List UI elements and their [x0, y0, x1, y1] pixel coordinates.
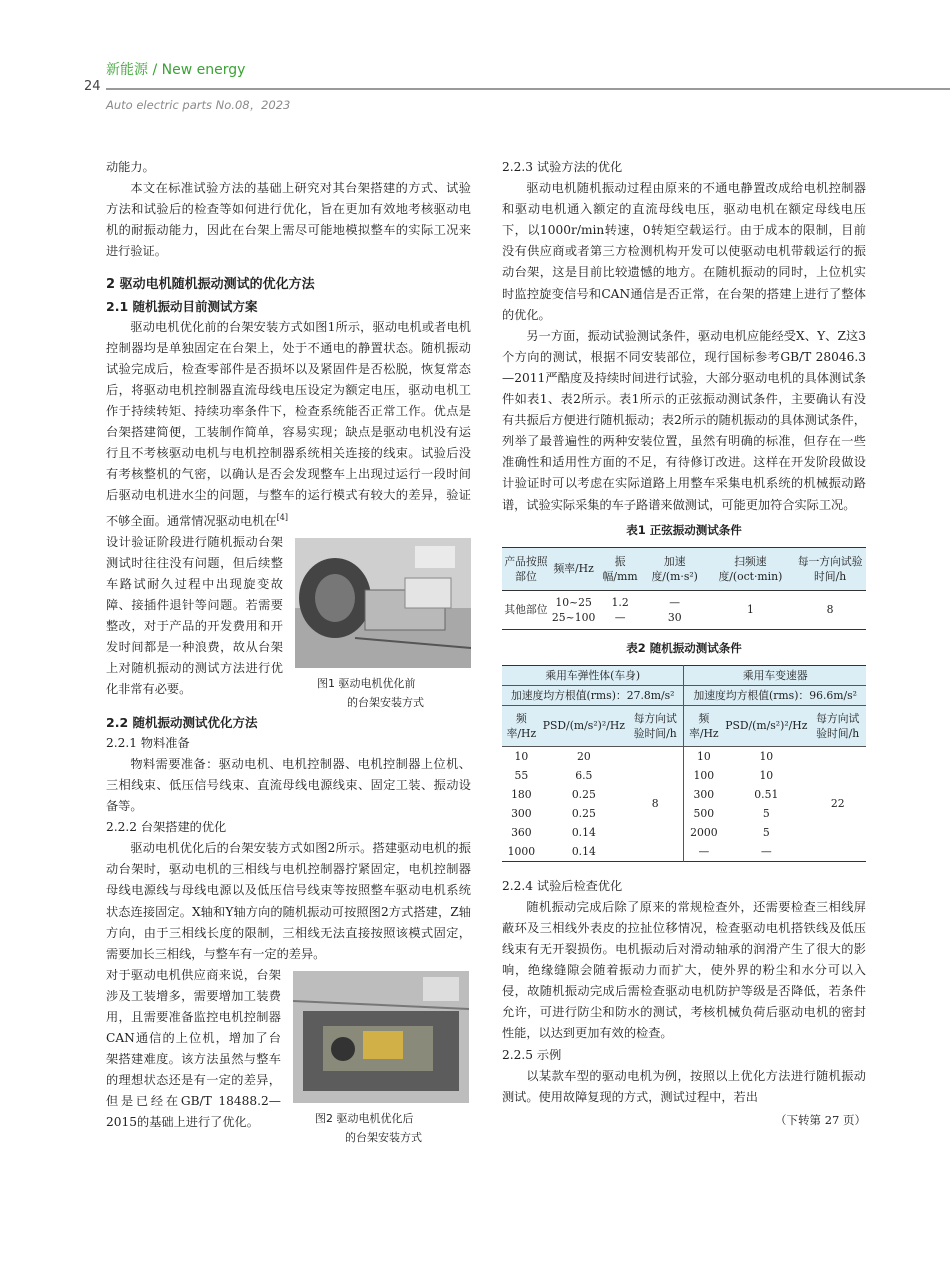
header-rule [106, 88, 950, 90]
intro-continuation: 动能力。 [106, 160, 155, 174]
t2-a-freq: 300 [511, 806, 532, 820]
t2-rms-b: 加速度均方根值(rms)：96.6m/s² [684, 685, 866, 705]
t2-a-time: 8 [651, 797, 659, 811]
t1-freq-2: 25~100 [551, 610, 596, 624]
t2-group-b: 乘用车变速器 [684, 665, 866, 685]
t1-part: 其他部位 [504, 603, 548, 617]
section-2-1-wrap-text: 设计验证阶段进行随机振动台架测试时往往没有问题，但后续整车路试耐久过程中出现旋变故障、接插件退针等问题。若需要整改，对于产品的开发费用和开发时间都是一种浪费，故从台架上对随机振动的测试方法进行优化非常有必要。 [106, 534, 283, 697]
section-2-2-2-wrap-text: 对于驱动电机供应商来说，台架涉及工装增多，需要增加工装费用，且需要准备监控电机控制器CAN通信的上位机，增加了台架搭建难度。该方法虽然与整车的理想状态还是有一定的差异，但是已经在GB/T 18488.2—2015的基础上进行了优化。 [106, 967, 281, 1130]
t2-group-a: 乘用车弹性体(车身) [502, 665, 684, 685]
t2-b-time: 22 [830, 797, 845, 811]
t1-acc [643, 590, 707, 629]
t1-freq-1: 10~25 [555, 595, 592, 609]
t2-col-time-a: 每方向试验时间/h [627, 705, 684, 746]
t1-header-sweep: 扫频速度/(oct·min) [707, 547, 795, 590]
journal-issue: Auto electric parts No.08，2023 [106, 98, 291, 112]
t2-col-time-b: 每方向试验时间/h [809, 705, 866, 746]
t2-b-freq: — [684, 842, 723, 862]
table-row [502, 590, 866, 629]
t2-b-psd: 5 [762, 806, 770, 820]
figure-1-caption [291, 674, 471, 712]
section-2-heading: 2 驱动电机随机振动测试的优化方法 [106, 277, 315, 293]
figure-2-wrap [106, 965, 471, 1147]
t2-a-freq: 180 [511, 787, 532, 801]
left-column [106, 157, 471, 1147]
section-2-2-5-heading: 2.2.5 示例 [502, 1047, 562, 1062]
table-1 [502, 547, 866, 630]
table-2 [502, 665, 866, 862]
t2-b-freq: 300 [684, 785, 723, 804]
t1-amp-1: 1.2 [611, 595, 629, 609]
t1-header-amp: 振幅/mm [597, 547, 643, 590]
section-2-2-1-heading: 2.2.1 物料准备 [106, 735, 190, 750]
t1-freq [550, 590, 597, 629]
continued-note: （下转第 27 页） [775, 1112, 866, 1127]
t1-header-part: 产品按照部位 [502, 547, 550, 590]
section-2-2-3-heading: 2.2.3 试验方法的优化 [502, 160, 623, 174]
citation-ref: [4] [276, 512, 288, 522]
section-2-2-4-heading: 2.2.4 试验后检查优化 [502, 878, 623, 893]
t2-a-psd: 0.25 [571, 806, 596, 820]
t1-amp [597, 590, 643, 629]
figure-1-photo [295, 538, 471, 668]
figure-2-caption-line-2: 的台架安装方式 [345, 1130, 422, 1144]
t2-col-psd-a: PSD/(m/s²)²/Hz [541, 705, 627, 746]
t2-a-freq: 55 [514, 768, 529, 782]
figure-2 [289, 965, 471, 1147]
t2-a-freq: 360 [511, 825, 532, 839]
t1-acc-2: 30 [667, 610, 682, 624]
figure-1-wrap [106, 532, 471, 712]
t2-b-psd: 5 [762, 825, 770, 839]
section-2-1-text: 驱动电机优化前的台架安装方式如图1所示，驱动电机或者电机控制器均是单独固定在台架上，处于不通电的静置状态。随机振动试验完成后，检查零部件是否损坏以及紧固件是否松脱，恢复常态后，将驱动电机控制器直流母线电压设定为额定电压，驱动电机工作于持续转矩、持续功率条件下，检查系统能否正常工作。优点是台架搭建简便，工装制作简单，容易实现；缺点是驱动电机没有运行且不考核驱动电机与电机控制器系统相关连接的线束。试验后没有考核整机的气密，以确认是否会发现整车上出现过运行一段时间后驱动电机进水尘的问题，与整车的运行模式有较大的差异，验证不够全面。通常情况驱动电机在 [106, 319, 471, 528]
t2-b-psd: 10 [759, 768, 774, 782]
t2-a-psd: 6.5 [575, 768, 593, 782]
section-2-2-2-heading: 2.2.2 台架搭建的优化 [106, 820, 227, 835]
section-2-1-heading: 2.1 随机振动目前测试方案 [106, 298, 258, 314]
t2-a-psd: 20 [576, 749, 591, 763]
table-2-caption: 表2 随机振动测试条件 [626, 640, 742, 655]
t2-a-psd: 0.25 [571, 787, 596, 801]
section-2-2-4-paragraph: 随机振动完成后除了原来的常规检查外，还需要检查三相线屏蔽环及三相线外表皮的拉扯位移情况，检查驱动电机搭铁线及低压线束有无开裂损伤。电机振动后对滑动轴承的润滑产生了很大的影响，绝缘缝隙会随着振动力而扩大，使外界的粉尘和水分可以入侵，故随机振动完成后需检查驱动电机防护等级是否降低，若条件允许，可进行防尘和防水的测试，考核机械负荷后驱动电机的密封性能，以达到更加有效的检查。 [502, 899, 866, 1041]
t2-a-freq: 1000 [507, 844, 536, 858]
table-1-caption: 表1 正弦振动测试条件 [626, 522, 742, 537]
section-2-2-heading: 2.2 随机振动测试优化方法 [106, 714, 258, 730]
t2-b-freq: 500 [684, 804, 723, 823]
figure-2-caption [289, 1109, 471, 1147]
t1-acc-1: — [669, 595, 681, 609]
page-number: 24 [84, 79, 101, 94]
section-2-2-3-paragraph-1: 驱动电机随机振动过程由原来的不通电静置改成给电机控制器和驱动电机通入额定的直流母线电压，驱动电机在额定母线电压下，以1000r/min转速，0转矩空载运行。由于成本的限制，目前没有供应商或者第三方检测机构开发可以使驱动电机带载运行的振动台架，这是目前比较遗憾的地方。在随机振动的同时，上位机实时监控旋变信号和CAN通信是否正常，在台架的搭建上进行了整体的优化。 [502, 181, 866, 322]
t1-amp-2: — [614, 610, 626, 624]
section-2-2-2-paragraph: 驱动电机优化后的台架安装方式如图2所示。搭建驱动电机的振动台架时，驱动电机的三相线与电机控制器拧紧固定，电机控制器母线电源线与母线电源以及低压信号线束等按照整车驱动电机系统状态连接固定。X轴和Y轴方向的随机振动可按照图2方式搭建，Z轴方向，由于三相线长度的限制，三相线无法直接按照该模式固定，需要加长三相线，与整车有一定的差异。 [106, 841, 471, 961]
figure-1-caption-line-2: 的台架安装方式 [347, 695, 424, 709]
t2-b-psd: 0.51 [754, 787, 779, 801]
t2-b-freq: 100 [684, 766, 723, 785]
t2-rms-a: 加速度均方根值(rms)：27.8m/s² [502, 685, 684, 705]
section-2-2-5-paragraph: 以某款车型的驱动电机为例，按照以上优化方法进行随机振动测试。使用故障复现的方式，测试过程中，若出 [502, 1068, 866, 1104]
t2-a-psd: 0.14 [571, 844, 596, 858]
section-title: 新能源 / New energy [106, 62, 246, 78]
t2-b-psd: — [760, 844, 772, 858]
t2-b-freq: 10 [684, 746, 723, 766]
optimized-rig-illustration [293, 971, 469, 1103]
t2-col-freq-b: 频率/Hz [684, 705, 723, 746]
t1-header-time: 每一方向试验时间/h [794, 547, 866, 590]
figure-2-photo [293, 971, 469, 1103]
t2-b-freq: 2000 [684, 823, 723, 842]
t1-sweep: 1 [746, 603, 754, 617]
t2-b-psd: 10 [759, 749, 774, 763]
t2-a-freq: 10 [514, 749, 529, 763]
right-column [502, 157, 866, 1131]
section-2-2-1-paragraph: 物料需要准备：驱动电机、电机控制器、电机控制器上位机、三相线束、低压信号线束、直流母线电源线束、固定工装、振动设备等。 [106, 756, 471, 814]
figure-1-caption-line-1: 图1 驱动电机优化前 [317, 676, 416, 690]
t2-col-psd-b: PSD/(m/s²)²/Hz [723, 705, 809, 746]
figure-2-caption-line-1: 图2 驱动电机优化后 [315, 1111, 414, 1125]
t1-header-freq: 频率/Hz [550, 547, 597, 590]
section-2-2-3-paragraph-2: 另一方面，振动试验测试条件，驱动电机应能经受X、Y、Z这3个方向的测试，根据不同安装部位，现行国标参考GB/T 28046.3—2011严酷度及持续时间进行试验，大部分驱动电机的具体测试条件如表1、表2所示。表1所示的正弦振动测试条件，主要确认有没有共振后方便进行随机振动；表2所示的随机振动的具体测试条件，列举了最普遍性的两种安装位置，虽然有明确的标准，但存在一些准确性和适用性方面的不足，有待修订改进。这样在开发阶段做设计验证时可以考虑在实际道路上用整车采集电机系统的机械振动路谱，试验实际采集的车子路谱来做测试，可能更加符合实际工况。 [502, 328, 866, 512]
section-2-1-paragraph [106, 317, 471, 532]
t1-header-acc: 加速度/(m·s²) [643, 547, 707, 590]
t2-a-psd: 0.14 [571, 825, 596, 839]
vibration-rig-illustration [295, 538, 471, 668]
t2-col-freq-a: 频率/Hz [502, 705, 541, 746]
table-row [502, 746, 866, 766]
intro-paragraph: 本文在标准试验方法的基础上研究对其台架搭建的方式、试验方法和试验后的检查等如何进行优化，旨在更加有效地考核驱动电机的耐振动能力，因此在台架上需尽可能地模拟整车的实际工况来进行验证。 [106, 181, 471, 259]
t1-time: 8 [826, 603, 834, 617]
figure-1 [291, 532, 471, 712]
